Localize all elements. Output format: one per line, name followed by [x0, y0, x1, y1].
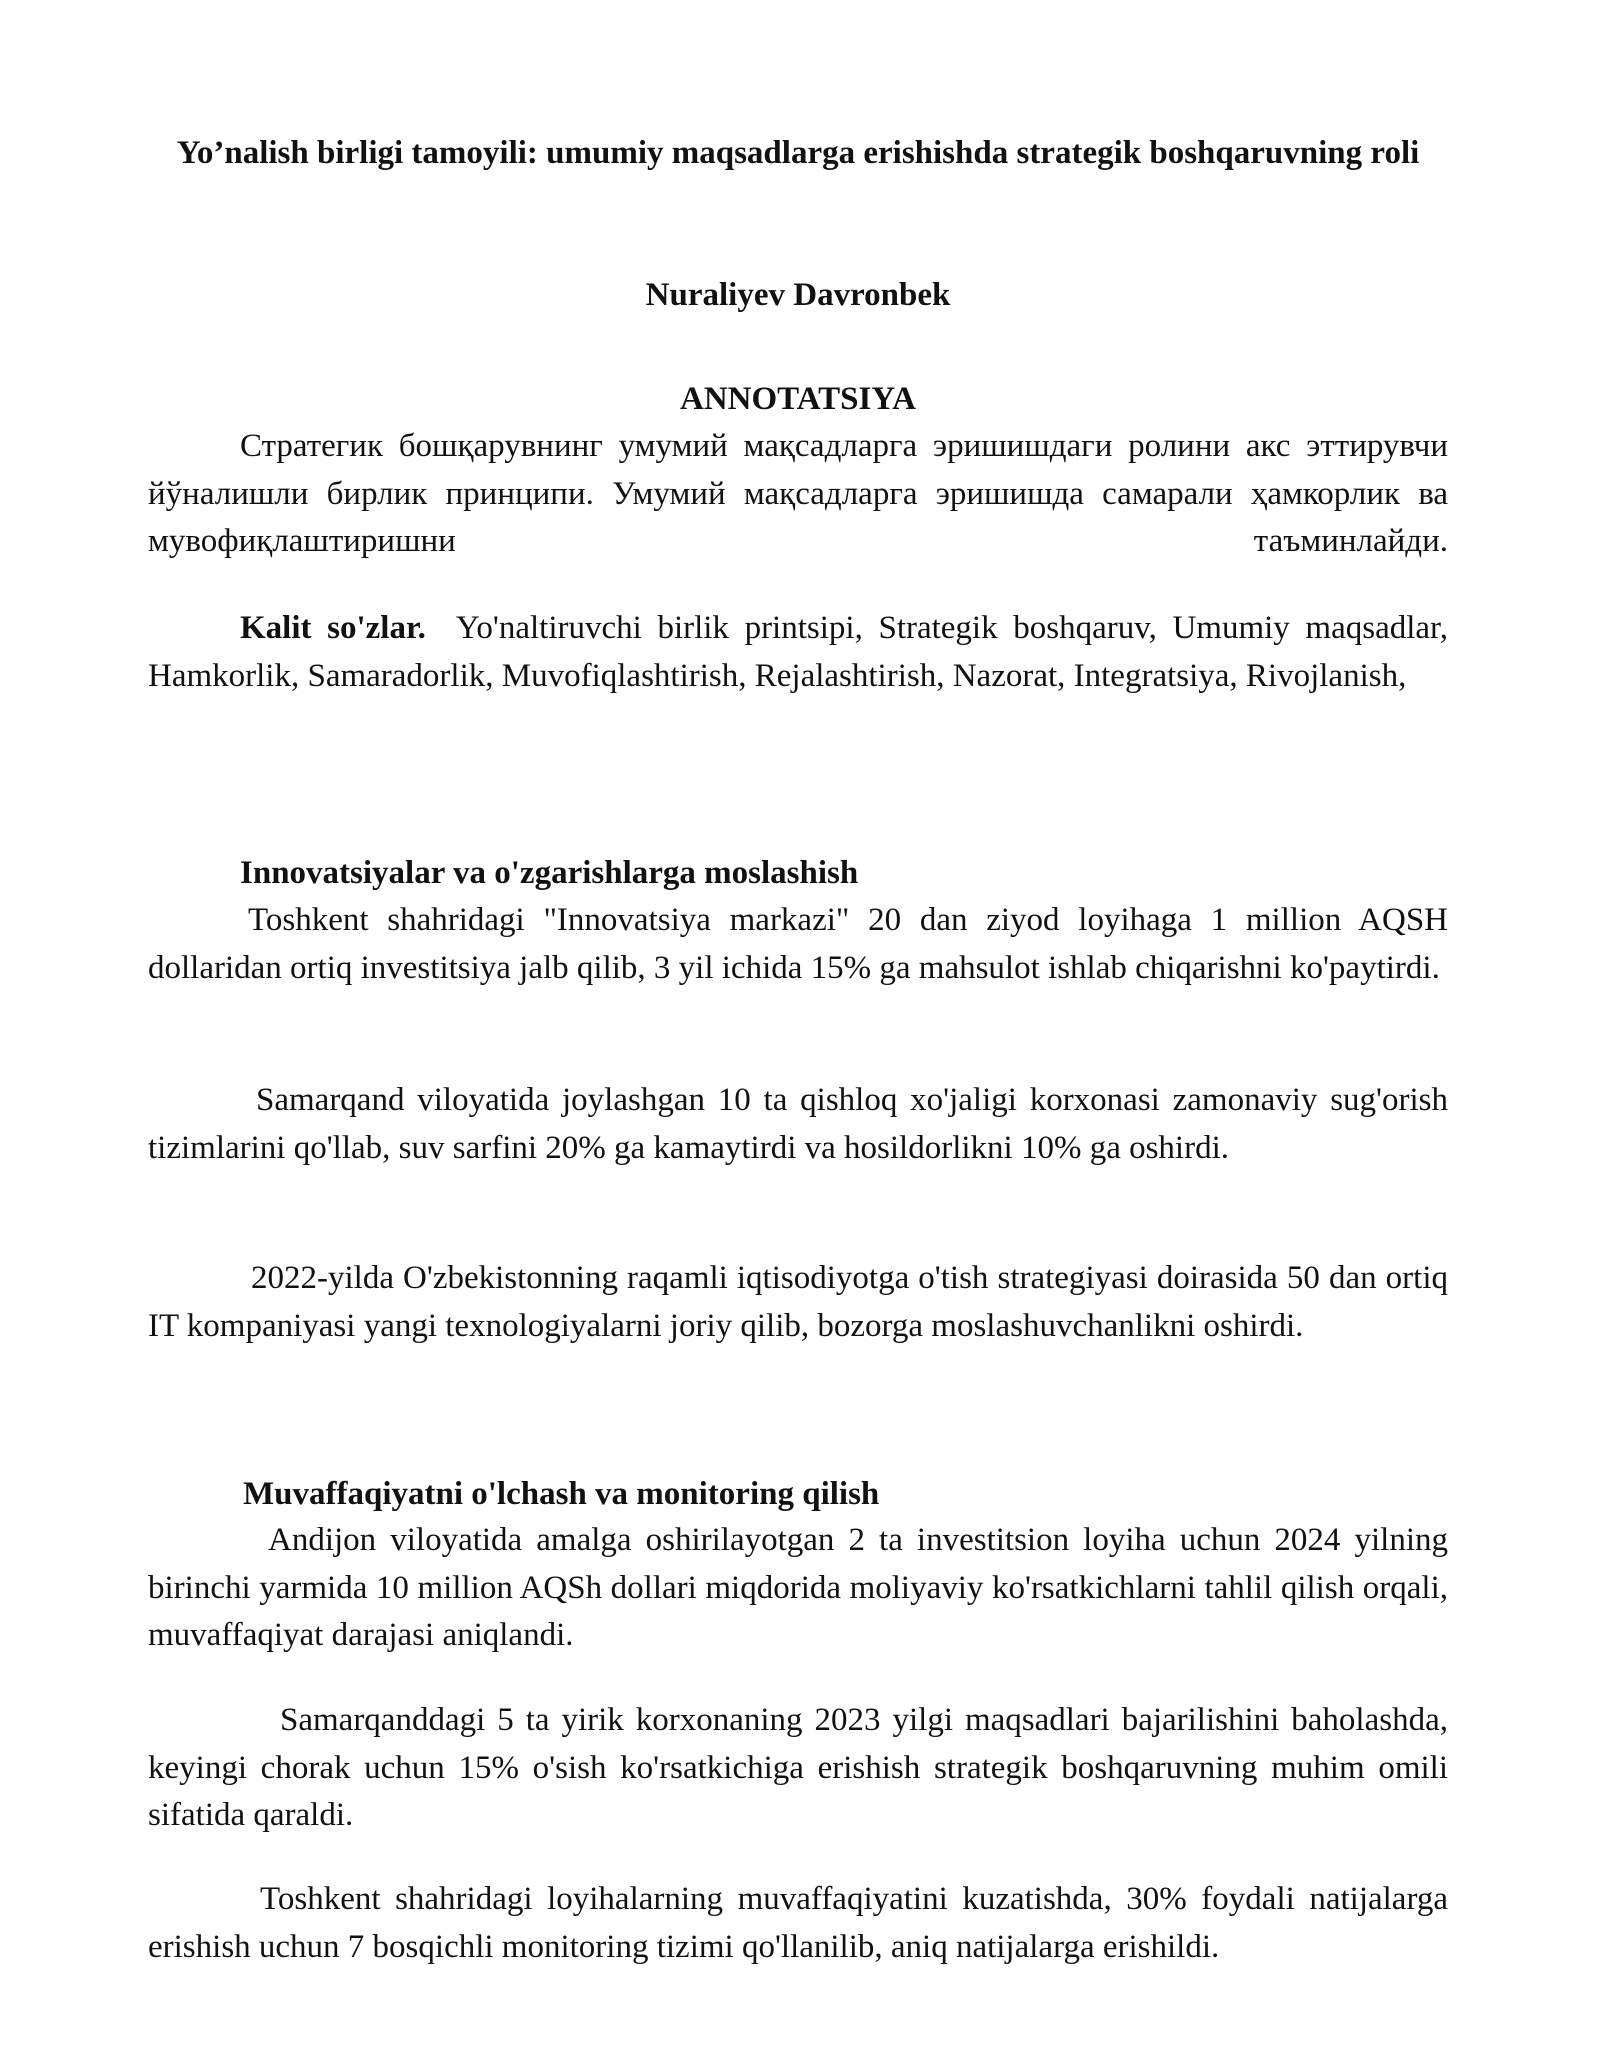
section2-paragraph-3: Toshkent shahridagi loyihalarning muvaffaqiyatini kuzatishda, 30% foydali natijalarga erishish uchun 7 bosqichli monitoring tizimi qo'llanilib, aniq natijalarga erishildi. [148, 1881, 1448, 1965]
section1-paragraph-3: 2022-yilda O'zbekistonning raqamli iqtisodiyotga o'tish strategiyasi doirasida 50 dan ortiq IT kompaniyasi yangi texnologiyalarni joriy qilib, bozorga moslashuvchanlikni oshirdi. [148, 1260, 1448, 1344]
section-heading-innovations: Innovatsiyalar va o'zgarishlarga moslashish [240, 855, 859, 891]
annotation-heading: ANNOTATSIYA [680, 381, 916, 417]
keywords-paragraph [148, 605, 1448, 700]
paper-title: Yo’nalish birligi tamoyili: umumiy maqsadlarga erishishda strategik boshqaruvning roli [176, 135, 1420, 171]
keywords-text: Yo'naltiruvchi birlik printsipi, Strategik boshqaruv, Umumiy maqsadlar, Hamkorlik, Samaradorlik, Muvofiqlashtirish, Rejalashtirish, Nazorat, Integratsiya, Rivojlanish, [148, 610, 1448, 694]
keywords-label: Kalit so'zlar. [240, 610, 426, 646]
section2-paragraph-2: Samarqanddagi 5 ta yirik korxonaning 2023 yilgi maqsadlari bajarilishini baholashda, keyingi chorak uchun 15% o'sish ko'rsatkichiga erishish strategik boshqaruvning muhim omili sifatida qaraldi. [148, 1702, 1448, 1833]
section2-paragraph-1: Andijon viloyatida amalga oshirilayotgan 2 ta investitsion loyiha uchun 2024 yilning birinchi yarmida 10 million AQSh dollari miqdorida moliyaviy ko'rsatkichlarni tahlil qilish orqali, muvaffaqiyat darajasi aniqlandi. [148, 1522, 1448, 1653]
author-name: Nuraliyev Davronbek [645, 277, 951, 313]
annotation-text: Стратегик бошқарувнинг умумий мақсадларга эришишдаги ролини акс эттирувчи йўналишли бирлик принципи. Умумий мақсадларга эришишда самарали ҳамкорлик ва мувофиқлаштиришни таъминлайди. [148, 428, 1448, 559]
section1-paragraph-1: Toshkent shahridagi "Innovatsiya markazi" 20 dan ziyod loyihaga 1 million AQSH dollaridan ortiq investitsiya jalb qilib, 3 yil ichida 15% ga mahsulot ishlab chiqarishni ko'paytirdi. [148, 902, 1448, 986]
section1-paragraph-2: Samarqand viloyatida joylashgan 10 ta qishloq xo'jaligi korxonasi zamonaviy sug'orish tizimlarini qo'llab, suv sarfini 20% ga kamaytirdi va hosildorlikni 10% ga oshirdi. [148, 1082, 1448, 1166]
section-heading-monitoring: Muvaffaqiyatni o'lchash va monitoring qilish [243, 1476, 880, 1512]
